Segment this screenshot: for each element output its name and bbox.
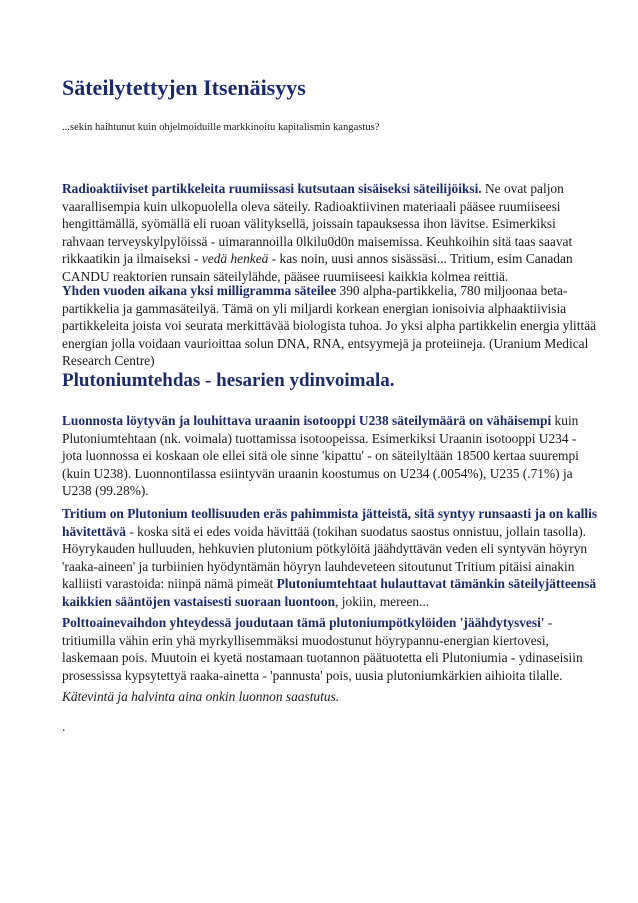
text-line: rahvaan terveyskylpylöissä - uimarannoilla 0lkilu0d0n maisemissa. Keuhkoihin sitä taas saavat [62, 233, 573, 249]
paragraph-fuel-exchange [62, 614, 582, 684]
highlight-text: Yhden vuoden aikana yksi milligramma säteilee [62, 283, 337, 298]
text-run: - koska sitä ei edes voida hävittää (tokihan suodatus saostus onnistuu, jollain tasolla). [125, 523, 587, 539]
paragraph-uranium-isotopes [62, 412, 582, 500]
text-line: energian jolla voidaan vaurioittaa solun DNA, RNA, entsyymejä ja proteiineja. (Uranium Medical [62, 335, 589, 351]
paragraph-milligram-radiation [62, 282, 597, 370]
paragraph-tritium-waste [62, 505, 598, 611]
text-run: Ne ovat paljon [481, 181, 564, 196]
highlight-text: Luonnosta löytyvän ja louhittava uraanin isotooppi U238 säteilymäärä on vähäisempi [62, 413, 552, 428]
text-line: hengittämällä, syömällä eli ruoan välityksellä, joissain tapauksessa ihon lävitse. Esimerkiksi [62, 216, 556, 232]
highlight-text: kaikkien sääntöjen vastaisesti suoraan luontoon [62, 593, 336, 609]
text-line: Plutoniumtehtaan (nk. voimala) tuottamissa isotoopeissa. Esimerkiksi Uraanin isotooppi U234 - [62, 430, 577, 446]
text-line: tritiumilla vähin erin yhä myrkyllisemmäksi muodostunut höyrypannu-energian kiertovesi, [62, 632, 549, 648]
text-run: , jokiin, mereen... [335, 593, 430, 609]
closing-line: Kätevintä ja halvinta aina onkin luonnon saastutus. [62, 689, 340, 704]
text-line: CANDU reaktorien runsain säteilylähde, pääsee ruumiiseesi kaikkia kolmea reittiä. [62, 268, 509, 284]
highlight-text: Radioaktiiviset partikkeleita ruumiissasi kutsutaan sisäiseksi säteilijöiksi. [62, 181, 482, 196]
text-line: 'raaka-aineen' ja turbiinien hyödyntämän höyryn lauhdeveteen sitoutunut Tritium pitäisi ainakin [62, 558, 575, 574]
highlight-text: Polttoainevaihdon yhteydessä joudutaan tämä plutoniumpötkylöiden 'jäähdytysvesi' [62, 615, 545, 630]
highlight-text: hävitettävä [62, 523, 126, 539]
italic-text: vedä henkeä [201, 251, 269, 267]
highlight-text: Plutoniumtehtaat hulauttavat tämänkin säteilyjätteensä [276, 576, 597, 592]
page-title: Säteilytettyjen Itsenäisyys [62, 75, 306, 100]
text-line: U238 (99.28%). [62, 483, 149, 499]
text-line: (kuin U238). Luonnontilassa esiintyvän uraanin koostumus on U234 (.0054%), U235 (.71%) ja [62, 465, 573, 481]
section-heading: Plutoniumtehdas - hesarien ydinvoimala. [62, 370, 395, 391]
text-line: partikkelia ja gammasäteilyä. Tämä on yli miljardi korkean energian ionisoivia alphaaktiivisia [62, 300, 567, 316]
text-line: jota luonnossa ei koskaan ole ellei sitä ole sinne 'kipattu' - on säteilyltään 18500 kertaa suurempi [62, 448, 579, 464]
trailing-dot: . [62, 719, 66, 734]
highlight-text: Tritium on Plutonium teollisuuden eräs pahimmista jätteistä, sitä syntyy runsaasti ja on kallis [62, 506, 598, 521]
text-run: kuin [551, 413, 579, 428]
paragraph-internal-emitters [62, 180, 582, 286]
text-line: Höyrykauden hulluuden, hehkuvien plutonium pötkylöitä jäähdyttävän veden eli syntyvän höyryn [62, 541, 588, 557]
page-subtitle: ...sekin haihtunut kuin ohjelmoiduille markkinoitu kapitalismin kangastus? [62, 122, 380, 133]
text-line: laskemaan pois. Muutoin ei kyetä nostamaan tuotannon päätuotetta eli Plutoniumia - ydinaseisiin [62, 650, 583, 666]
text-line: Research Centre) [62, 353, 155, 369]
text-line: prosessissa kypsytettyä raaka-ainetta - 'pannusta' pois, uusia plutoniumkärkien aihioita tilalle. [62, 667, 563, 683]
text-run: kalliisti varastoida: niinpä nämä pimeät [62, 576, 277, 592]
text-run: rikkaatikin ja ilmaiseksi - [62, 251, 202, 267]
text-run: - [544, 615, 553, 630]
text-run: 390 alpha-partikkelia, 780 miljoonaa beta- [336, 283, 568, 298]
text-line: vaarallisempia kuin ulkopuolella oleva säteily. Radioaktiivinen materiaali pääsee ruumiiseesi [62, 198, 561, 214]
text-line: partikkeleita joista voi seurata merkittävää biologista tuhoa. Jo yksi alpha partikkelin energia ylittää [62, 318, 597, 334]
text-run: - kas noin, uusi annos sisässäsi... Tritium, esim Canadan [268, 251, 573, 267]
